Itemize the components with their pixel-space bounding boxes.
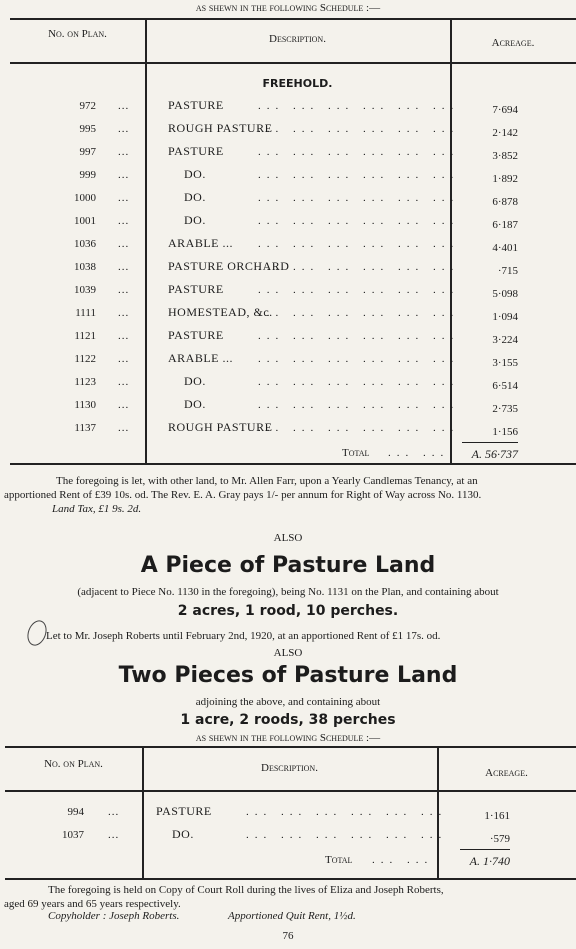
row-acreage: 4·401: [492, 242, 518, 254]
row-description: PASTURE: [168, 98, 224, 112]
row-description: PASTURE: [168, 144, 224, 158]
row-leader-dots: ...: [118, 215, 130, 227]
row-leader-dots: ...: [118, 100, 130, 112]
row-fill-dots: ... ... ... ... ... ...: [258, 422, 460, 434]
schedule-caption-top: as shewn in the following Schedule :—: [195, 2, 381, 14]
row-description: ARABLE ...: [168, 351, 233, 365]
header-description: Description.: [269, 33, 326, 45]
row-plan-number: 1037: [62, 829, 84, 841]
lot1-area: 2 acres, 1 rood, 10 perches.: [177, 603, 399, 619]
row-plan-number: 1038: [74, 261, 96, 273]
table-header-rule: [10, 62, 576, 64]
header2-description: Description.: [261, 762, 318, 774]
total-label: Total: [342, 447, 370, 459]
row-acreage: 1·892: [492, 173, 518, 185]
row-plan-number: 997: [79, 146, 96, 158]
row-description: DO.: [184, 213, 206, 227]
row-leader-dots: ...: [118, 192, 130, 204]
quit-rent: Apportioned Quit Rent, 1½d.: [228, 910, 356, 922]
row-description: DO.: [184, 397, 206, 411]
row-acreage: 3·852: [492, 150, 518, 162]
row-plan-number: 1000: [74, 192, 96, 204]
row-fill-dots: ... ... ... ... ... ...: [258, 169, 460, 181]
row-leader-dots: ...: [118, 422, 130, 434]
total-value: A. 56·737: [471, 447, 518, 461]
row-leader-dots: ...: [118, 123, 130, 135]
row-plan-number: 1001: [74, 215, 96, 227]
copyhold-line-1: The foregoing is held on Copy of Court Roll during the lives of Eliza and Joseph Roberts,: [48, 884, 444, 896]
copyhold-paragraph: [0, 883, 576, 911]
row-description: PASTURE: [156, 804, 212, 818]
row-fill-dots: ... ... ... ... ... ...: [258, 192, 460, 204]
lot1-subtitle: (adjacent to Piece No. 1130 in the foregoing), being No. 1131 on the Plan, and containing about: [77, 586, 499, 598]
row-acreage: ·715: [497, 265, 518, 277]
total2-label: Total: [325, 854, 353, 866]
tenancy-paragraph: [0, 474, 576, 516]
row-acreage: 1·156: [492, 426, 518, 438]
row-fill-dots: ... ... ... ... ... ...: [246, 806, 448, 818]
tenancy-line-1: The foregoing is let, with other land, to Mr. Allen Farr, upon a Yearly Candlemas Tenancy, at an: [56, 475, 478, 487]
row-acreage: 2·142: [492, 127, 518, 139]
row-plan-number: 995: [79, 123, 96, 135]
row-plan-number: 1036: [74, 238, 96, 250]
row-fill-dots: ... ... ... ... ... ...: [258, 284, 460, 296]
row-acreage: 2·735: [492, 403, 518, 415]
row-description: PASTURE: [168, 282, 224, 296]
land-tax: Land Tax, £1 9s. 2d.: [52, 503, 142, 515]
row-leader-dots: ...: [118, 330, 130, 342]
row-plan-number: 1111: [75, 307, 96, 319]
row-leader-dots: ...: [118, 261, 130, 273]
row-description: DO.: [184, 167, 206, 181]
row-plan-number: 999: [79, 169, 96, 181]
page-number: 76: [282, 930, 294, 942]
row-fill-dots: ... ... ... ... ... ...: [258, 353, 460, 365]
total2-rule: [460, 849, 510, 850]
copyholder: Copyholder : Joseph Roberts.: [48, 910, 180, 922]
lot2-area: 1 acre, 2 roods, 38 perches: [180, 712, 396, 728]
row-fill-dots: ... ... ... ... ... ...: [258, 376, 460, 388]
row-description: DO.: [184, 190, 206, 204]
row-acreage: 6·878: [492, 196, 518, 208]
row-acreage: 1·094: [492, 311, 518, 323]
row-acreage: 3·155: [492, 357, 518, 369]
lot1-let: Let to Mr. Joseph Roberts until February 2nd, 1920, at an apportioned Rent of £1 17s. od.: [46, 630, 441, 642]
also-label-1: ALSO: [273, 532, 303, 544]
schedule-caption-2: as shewn in the following Schedule :—: [195, 732, 381, 744]
total2-value: A. 1·740: [469, 854, 510, 868]
row-leader-dots: ...: [118, 353, 130, 365]
row-fill-dots: ... ... ... ... ... ...: [258, 123, 460, 135]
row-fill-dots: ... ... ... ... ... ...: [246, 829, 448, 841]
row-description: DO.: [184, 374, 206, 388]
row-fill-dots: ... ... ... ... ... ...: [258, 238, 460, 250]
row-description: PASTURE ORCHARD: [168, 259, 290, 273]
row-leader-dots: ...: [108, 806, 120, 818]
row-leader-dots: ...: [118, 169, 130, 181]
total-leader-dots: ... ...: [388, 447, 450, 459]
header2-acreage: Acreage.: [485, 767, 528, 779]
row-fill-dots: ... ... ... ... ... ...: [258, 399, 460, 411]
row-description: DO.: [172, 827, 194, 841]
row-acreage: 6·514: [492, 380, 518, 392]
lot2-subtitle: adjoining the above, and containing about: [195, 696, 381, 708]
row-acreage: 3·224: [492, 334, 518, 346]
row-fill-dots: ... ... ... ... ... ...: [258, 307, 460, 319]
row-leader-dots: ...: [118, 376, 130, 388]
row-fill-dots: ... ... ... ... ... ...: [258, 100, 460, 112]
row-description: ARABLE ...: [168, 236, 233, 250]
row-description: HOMESTEAD, &c.: [168, 305, 273, 319]
also-label-2: ALSO: [273, 647, 303, 659]
header-acreage: Acreage.: [491, 37, 535, 49]
row-plan-number: 1123: [74, 376, 96, 388]
table2-bottom-rule: [5, 878, 576, 880]
table-top-rule: [10, 18, 576, 20]
table-bottom-rule: [10, 463, 576, 465]
row-leader-dots: ...: [118, 146, 130, 158]
row-description: PASTURE: [168, 328, 224, 342]
row-leader-dots: ...: [118, 238, 130, 250]
lot1-title: A Piece of Pasture Land: [140, 553, 436, 578]
row-plan-number: 1121: [74, 330, 96, 342]
tenancy-line-2: apportioned Rent of £39 10s. od. The Rev. E. A. Gray pays 1/- per annum for Right of Way across No. 1130.: [4, 489, 482, 501]
row-acreage: ·579: [489, 833, 510, 845]
row-leader-dots: ...: [118, 399, 130, 411]
row-acreage: 6·187: [492, 219, 518, 231]
copyhold-line-2: aged 69 years and 65 years respectively.: [4, 898, 181, 910]
row-fill-dots: ... ... ... ... ... ...: [258, 261, 460, 273]
total2-leader-dots: ... ...: [372, 854, 434, 866]
row-description: ROUGH PASTURE: [168, 420, 273, 434]
lot2-title: Two Pieces of Pasture Land: [118, 663, 458, 688]
row-plan-number: 1039: [74, 284, 96, 296]
table2-header-rule: [5, 790, 576, 792]
row-plan-number: 1137: [74, 422, 96, 434]
row-plan-number: 994: [67, 806, 84, 818]
table2-top-rule: [5, 746, 576, 748]
section-freehold: FREEHOLD.: [262, 77, 333, 90]
row-acreage: 5·098: [492, 288, 518, 300]
row-leader-dots: ...: [118, 307, 130, 319]
row-acreage: 7·694: [492, 104, 518, 116]
row-fill-dots: ... ... ... ... ... ...: [258, 215, 460, 227]
total-rule: [462, 442, 518, 443]
row-plan-number: 1130: [74, 399, 96, 411]
row-leader-dots: ...: [108, 829, 120, 841]
row-fill-dots: ... ... ... ... ... ...: [258, 330, 460, 342]
row-plan-number: 1122: [74, 353, 96, 365]
header-no-on-plan: No. on Plan.: [48, 28, 107, 40]
row-description: ROUGH PASTURE: [168, 121, 273, 135]
row-fill-dots: ... ... ... ... ... ...: [258, 146, 460, 158]
header2-no-on-plan: No. on Plan.: [44, 758, 103, 770]
row-plan-number: 972: [79, 100, 96, 112]
row-acreage: 1·161: [484, 810, 510, 822]
row-leader-dots: ...: [118, 284, 130, 296]
